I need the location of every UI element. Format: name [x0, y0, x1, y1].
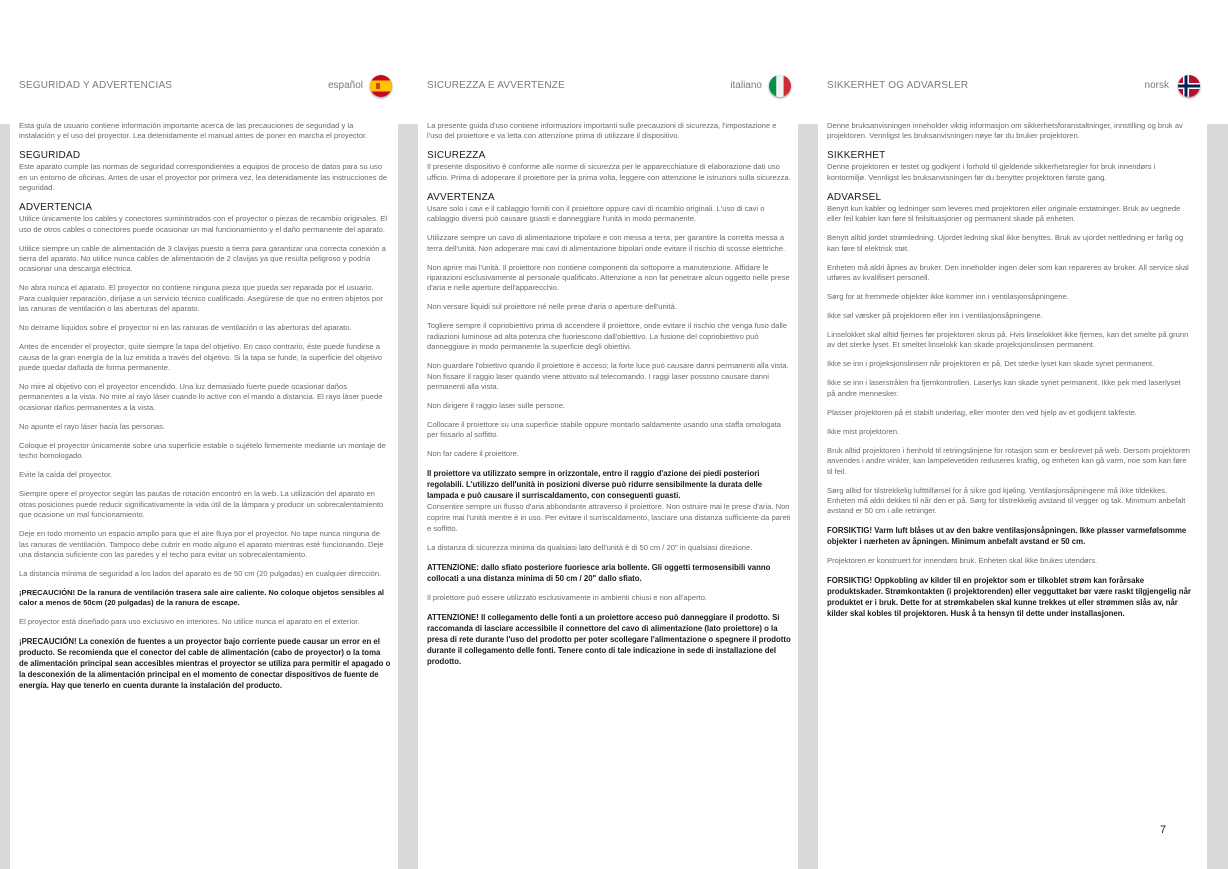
body-paragraph: No abra nunca el aparato. El proyector no contiene ninguna pieza que pueda ser reparada por el usuario. Para cualquier reparación, diríjase a un servicio técnico cualificado. Asegúrese de que no entren objetos por las ranuras de ventilación o las aberturas del aparato.	[19, 283, 383, 314]
column-title: SIKKERHET OG ADVARSLER	[827, 80, 969, 91]
body-paragraph: No derrame líquidos sobre el proyector ni en las ranuras de ventilación o las aberturas del aparato.	[19, 323, 352, 333]
warning-paragraph: ATTENZIONE! Il collegamento delle fonti a un proiettore acceso può danneggiare il prodotto. Si raccomanda di lasciare accessibile il connettore del cavo di alimentazione (lato proiettore) o la presa di rete durante l'uso del prodotto per poter scollegare l'alimentazione o spegnere il prodotto durante il collegamento delle fonti. Tenere conto di tale indicazione in sede di installazione del prodotto.	[427, 612, 791, 666]
column-divider-1	[398, 124, 418, 869]
spain-flag-icon	[370, 75, 392, 97]
body-paragraph: Togliere sempre il copriobiettivo prima di accendere il proiettore, onde evitare il rischio che venga fuso dalle radiazioni luminose ad alta potenza che fuoriescono dall'obiettivo. La fusione del copriobiettivo può danneggiare in modo permanente la superficie degli obiettivi.	[427, 321, 788, 352]
section-heading: SEGURIDAD	[19, 150, 81, 162]
body-paragraph: La distancia mínima de seguridad a los lados del aparato es de 50 cm (20 pulgadas) en cualquier dirección.	[19, 568, 382, 578]
body-paragraph: No mire al objetivo con el proyector encendido. Una luz demasiado fuerte puede ocasionar daños permanentes a la vista. No mire al rayo láser cuando lo active con el mando a distancia. El rayo láser puede ocasionar daños permanentes a la vista.	[19, 382, 383, 412]
body-paragraph: Siempre opere el proyector según las pautas de rotación encontró en la web. La utilización del aparato en otras posiciones puede reducir significativamente la vida útil de la lámpara y producir un sobrecalentamiento que ocasione un mal funcionamiento.	[19, 489, 384, 520]
body-paragraph: Este aparato cumple las normas de seguridad correspondientes a equipos de proceso de datos para su uso en un entorno de oficinas. Antes de usar el proyector por primera vez, lea detenidamente las instrucciones de seguridad.	[19, 162, 388, 193]
body-paragraph: Non guardare l'obiettivo quando il proiettore è acceso; la forte luce può causare danni permanenti alla vista. Non fissare il raggio laser quando viene attivato sul telecomando. I raggi laser possono causare danni permanenti alla vista.	[427, 361, 789, 392]
column-title: SICUREZZA E AVVERTENZE	[427, 80, 565, 91]
warning-paragraph: ATTENZIONE: dallo sfiato posteriore fuoriesce aria bollente. Gli oggetti termosensibili vanno collocati a una distanza minima di 50 cm / 20" dallo sfiato.	[427, 563, 771, 584]
section-heading: ADVARSEL	[827, 191, 882, 203]
body-paragraph: Il presente dispositivo è conforme alle norme di sicurezza per le apparecchiature di elaborazione dati uso ufficio. Prima di adoperare il proiettore per la prima volta, leggere con attenzione le istruzioni sulla sicurezza.	[427, 162, 791, 182]
body-text: Consentire sempre un flusso d'aria abbondante attraverso il proiettore. Non ostruire mai le prese d'aria. Non coprire mai l'unità mentre è in uso. Per evitare il surriscaldamento, lasciare una distanza sufficiente da pareti e soffitto.	[427, 502, 791, 534]
body-paragraph: El proyector está diseñado para uso exclusivo en interiores. No utilice nunca el aparato en el exterior.	[19, 616, 360, 626]
column-divider-2	[798, 124, 818, 869]
italy-flag-icon	[769, 75, 791, 97]
language-label: español	[327, 80, 363, 91]
body-paragraph: Bruk alltid projektoren i henhold til retningslinjene for rotasjon som er beskrevet på web. Dersom projektoren anvendes i andre vinkler, kan lampelevetiden reduseres kraftig, og enheten kan gå varm, noe som kan føre til feil.	[827, 445, 1190, 476]
body-paragraph: Collocare il proiettore su una superficie stabile oppure montarlo saldamente usando una staffa omologata per fissarlo al soffitto.	[427, 420, 782, 440]
warning-paragraph: FORSIKTIG! Oppkobling av kilder til en projektor som er tilkoblet strøm kan forårsake produktskader. Strømkontakten (i projektorenden) eller vegguttaket bør være raskt tilgjengelig når produktet er i bruk. Dette for at strømkabelen skal kunne trekkes ut eller strømmen slås av, når kilder skal kobles til projektoren. Husk å ta hensyn til dette under installasjonen.	[827, 576, 1191, 619]
body-paragraph: Non far cadere il proiettore.	[427, 449, 520, 459]
body-paragraph: Ikke søl væsker på projektoren eller inn i ventilasjonsåpningene.	[827, 311, 1043, 321]
warning-paragraph: ¡PRECAUCIÓN! La conexión de fuentes a un proyector bajo corriente puede causar un error en el producto. Se recomienda que el conector del cable de alimentación (cabo de proyector) o la toma de alimentación principal sean accesibles mientras el proyector se utiliza para permitir el apagado o la desconexión de la alimentación principal en el momento de conectar dispositivos de fuente de energía. Hay que tenerlo en cuenta durante la instalación del producto.	[19, 636, 391, 690]
section-heading: ADVERTENCIA	[19, 202, 93, 214]
body-paragraph: Enheten må aldri åpnes av bruker. Den inneholder ingen deler som kan repareres av bruker. All service skal utføres av kvalifisert personell.	[827, 262, 1189, 283]
spanish-text-column	[19, 121, 391, 700]
body-paragraph: Utilice únicamente los cables y conectores suministrados con el proyector o piezas de recambio originales. El uso de otros cables o conectores puede ocasionar un mal funcionamiento y el daño permanente del aparato.	[19, 214, 388, 234]
body-paragraph: Deje en todo momento un espacio amplio para que el aire fluya por el proyector. No tape nunca ninguna de las ranuras de ventilación. Tampoco debe cubrir en modo alguno el aparato mientras esté funcionando. Deje una distancia suficiente con las paredes y el techo para evitar un sobrecalentamiento.	[19, 529, 384, 559]
body-paragraph: Utilice siempre un cable de alimentación de 3 clavijas puesto a tierra para garantizar una correcta conexión a tierra del aparato. No utilice nunca cables de alimentación de 2 clavijas ya que resulta peligroso y podría ocasionar una descarga eléctrica.	[19, 243, 386, 274]
body-paragraph: Sørg for at fremmede objekter ikke kommer inn i ventilasjonsåpningene.	[827, 292, 1069, 302]
language-label: norsk	[1144, 80, 1169, 91]
body-paragraph: Non versare liquidi sul proiettore né nelle prese d'aria o aperture dell'unità.	[427, 302, 677, 312]
body-paragraph: Esta guía de usuario contiene información importante acerca de las precauciones de seguridad y la instalación y el uso del proyector. Lea detenidamente el manual antes de poner en marcha el proyector.	[19, 121, 368, 141]
margin-bar-left	[0, 124, 10, 869]
warning-text: Il proiettore va utilizzato sempre in orizzontale, entro il raggio d'azione dei piedi posteriori regolabili. L'utilizzo dell'unità in posizioni diverse può ridurre sensibilmente la durata delle lampada e può causare il surriscaldamento, con conseguenti guasti.	[427, 469, 763, 501]
body-paragraph: Coloque el proyector únicamente sobre una superficie estable o sujételo firmemente mediante un montaje de techo homologado.	[19, 440, 386, 461]
body-paragraph: Usare solo i cavi e il cablaggio forniti con il proiettore oppure cavi di ricambio originali. L'uso di cavi o cablaggio diversi può causare guasti e danneggiare l'unità in modo permanente.	[427, 203, 765, 224]
body-paragraph: La presente guida d'uso contiene informazioni importanti sulle precauzioni di sicurezza, l'impostazione e l'uso del proiettore e va letta con attenzione prima di utilizzare il dispositivo.	[427, 121, 777, 141]
section-heading: AVVERTENZA	[427, 191, 495, 203]
section-heading: SICUREZZA	[427, 150, 486, 162]
margin-bar-right	[1207, 124, 1228, 869]
body-paragraph: Utilizzare sempre un cavo di alimentazione tripolare e con messa a terra, per garantire la corretta messa a terra dell'unità. Non adoperare mai cavi di alimentazione bipolari onde evitare il rischio di scosse elettriche.	[427, 233, 786, 253]
body-paragraph: Il proiettore può essere utilizzato esclusivamente in ambienti chiusi e non all'aperto.	[427, 592, 708, 602]
body-paragraph: Benytt kun kabler og ledninger som leveres med projektoren eller originale erstatninger. Bruk av uegnede eller feil kabler kan føre til feilsituasjoner og permanent skade på enheten.	[827, 203, 1181, 224]
body-paragraph: La distanza di sicurezza minima da qualsiasi lato dell'unità è di 50 cm / 20" in qualsiasi direzione.	[427, 543, 753, 553]
warning-paragraph: ¡PRECAUCIÓN! De la ranura de ventilación trasera sale aire caliente. No coloque objetos sensibles al calor a menos de 50cm (20 pulgadas) de la ranura de escape.	[19, 587, 385, 608]
norway-flag-icon	[1178, 75, 1200, 97]
body-paragraph: Sørg alltid for tilstrekkelig luftttilførsel for å sikre god kjøling. Ventilasjonsåpningene må ikke tildekkes. Enheten må aldri dekkes til når den er på. Sørg for tilstrekkelig avstand til vegger og tak. Minimum anbefalt avstand er 50 cm i alle retninger.	[827, 485, 1186, 516]
body-paragraph: Ikke se inn i laserstrålen fra fjernkontrollen. Laserlys kan skade synet permanent. Ikke pek med laserlyset på andre mennesker.	[827, 378, 1181, 398]
warning-paragraph	[427, 468, 792, 534]
body-paragraph: Non dirigere il raggio laser sulle persone.	[427, 401, 566, 411]
body-paragraph: Non aprire mai l'unità. Il proiettore non contiene componenti da sottoporre a manutenzione. Affidare le riparazioni esclusivamente al personale qualificato. Attenzione a non far penetrare alcun oggetto nelle prese d'aria e nelle aperture dell'apparecchio.	[427, 262, 790, 293]
body-paragraph: Projektoren er konstruert for innendørs bruk. Enheten skal ikke brukes utendørs.	[827, 556, 1098, 566]
section-heading: SIKKERHET	[827, 150, 886, 162]
norwegian-text-column	[827, 121, 1191, 628]
body-paragraph: Ikke se inn i projeksjonslinsen når projektoren er på. Det sterke lyset kan skade synet permanent.	[827, 359, 1155, 369]
warning-paragraph: FORSIKTIG! Varm luft blåses ut av den bakre ventilasjonsåpningen. Ikke plasser varmefølsomme objekter i nærheten av åpningen. Minimum anbefalt avstand er 50 cm.	[827, 526, 1187, 547]
body-paragraph: Antes de encender el proyector, quite siempre la tapa del objetivo. En caso contrario, éste puede fundirse a causa de la gran energía de la luz emitida a través del objetivo. Si la tapa se funde, la superficie del objetivo puede quedar dañada de forma permanente.	[19, 342, 383, 373]
body-paragraph: Linselokket skal alltid fjernes før projektoren skrus på. Hvis linselokket ikke fjernes, kan det smelte på grunn av det sterke lyset. Et smeltet linselokk kan skade projeksjonslinsen permanent.	[827, 330, 1189, 350]
body-paragraph: Ikke mist projektoren.	[827, 426, 900, 436]
body-paragraph: Evite la caída del proyector.	[19, 470, 113, 480]
body-paragraph: Benytt alltid jordet strømledning. Ujordet ledning skal ikke benyttes. Bruk av ujordet nettledning er farlig og kan føre til elektrisk støt.	[827, 233, 1184, 253]
body-paragraph: Denne projektoren er testet og godkjent i forhold til gjeldende sikkerhetsregler for bruk innendørs i kontormiljø. Vennligst les bruksanvisningen før du benytter projektoren første gang.	[827, 162, 1156, 182]
body-paragraph: Denne bruksanvisningen inneholder viktig informasjon om sikkerhetsforanstaltninger, innstilling og bruk av projektoren. Vennligst les bruksanvisningen nøye før du bruker projektoren.	[827, 121, 1183, 141]
body-paragraph: No apunte el rayo láser hacia las personas.	[19, 421, 166, 431]
language-label: italiano	[730, 80, 762, 91]
body-paragraph: Plasser projektoren på et stabilt underlag, eller monter den ved hjelp av et godkjent takfeste.	[827, 407, 1137, 417]
column-title: SEGURIDAD Y ADVERTENCIAS	[19, 80, 173, 91]
page-number: 7	[1160, 824, 1167, 836]
italian-text-column	[427, 121, 792, 675]
